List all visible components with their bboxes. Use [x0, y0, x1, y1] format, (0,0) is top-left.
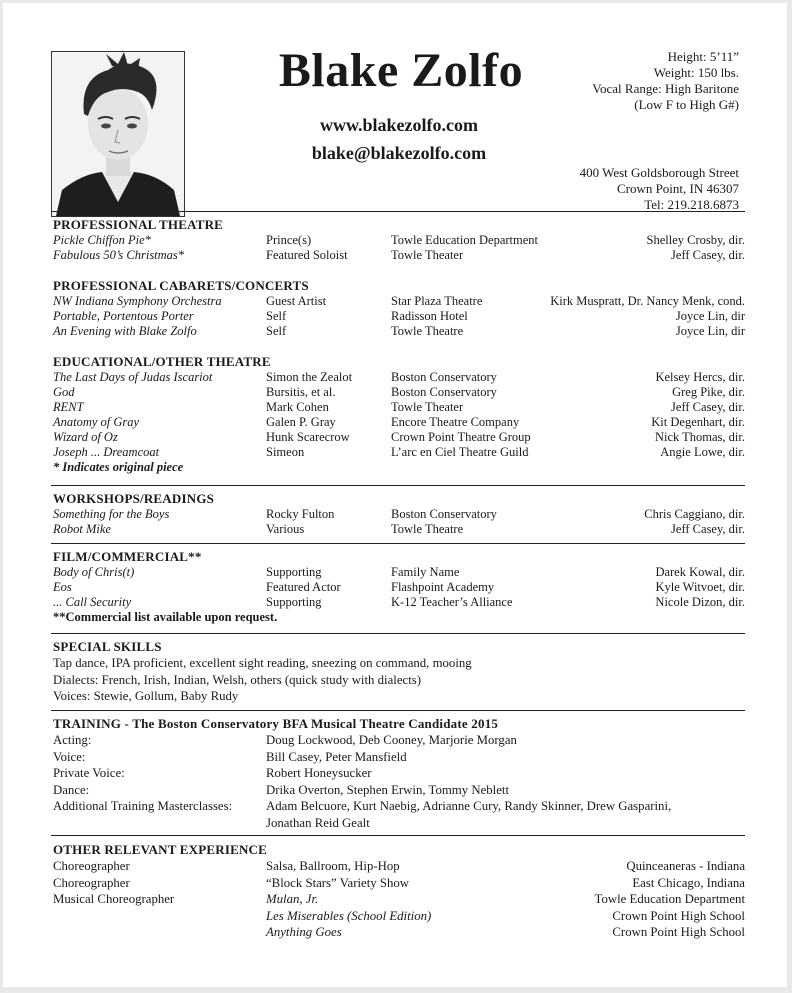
show-title: Fabulous 50’s Christmas* [53, 248, 185, 262]
credit-row [53, 324, 745, 339]
venue: Towle Theatre [391, 324, 464, 338]
physical-stats [592, 49, 739, 113]
role: Self [266, 309, 287, 323]
venue: L’arc en Ciel Theatre Guild [391, 445, 529, 459]
director: Joyce Lin, dir [675, 324, 745, 338]
director: Joyce Lin, dir [675, 309, 745, 323]
training-row [53, 749, 745, 766]
role: Simeon [266, 445, 305, 459]
venue: Towle Theater [391, 248, 464, 262]
director: Jeff Casey, dir. [671, 248, 745, 262]
show-title: Eos [53, 580, 72, 594]
experience-row [53, 908, 745, 925]
experience-location: Crown Point High School [612, 908, 745, 923]
credit-row [53, 580, 745, 595]
vocal-range-stat: Vocal Range: High Baritone [592, 81, 739, 96]
experience-project: Salsa, Ballroom, Hip-Hop [266, 859, 400, 873]
credit-row [53, 565, 745, 580]
email-link[interactable]: blake@blakezolfo.com [311, 143, 487, 163]
director: Nick Thomas, dir. [654, 430, 745, 444]
training-row [53, 798, 745, 815]
section-heading: FILM/COMMERCIAL** [53, 549, 202, 564]
show-title: Pickle Chiffon Pie* [53, 233, 151, 247]
director: Kelsey Hercs, dir. [655, 370, 745, 384]
role: Mark Cohen [266, 400, 329, 414]
role: Bursitis, et al. [266, 385, 336, 399]
role: Featured Actor [266, 580, 341, 594]
weight-stat: Weight: 150 lbs. [653, 65, 739, 80]
director: Greg Pike, dir. [672, 385, 745, 399]
street-address: 400 West Goldsborough Street [579, 165, 739, 180]
training-row [53, 782, 745, 799]
show-title: Body of Chris(t) [53, 565, 135, 579]
credit-row [53, 294, 745, 309]
show-title: The Last Days of Judas Iscariot [53, 370, 213, 384]
divider [51, 835, 745, 836]
show-title: Wizard of Oz [53, 430, 118, 444]
training-row [53, 815, 745, 832]
contact-address [580, 165, 739, 213]
credit-row [53, 309, 745, 324]
director: Shelley Crosby, dir. [646, 233, 745, 247]
experience-location: East Chicago, Indiana [632, 875, 745, 890]
experience-project: “Block Stars” Variety Show [266, 875, 409, 890]
show-title: Portable, Portentous Porter [53, 309, 194, 323]
role: Simon the Zealot [266, 370, 353, 384]
experience-row [53, 875, 745, 892]
venue: Flashpoint Academy [391, 580, 495, 594]
section-cabarets-concerts [53, 278, 745, 339]
website-link[interactable]: www.blakezolfo.com [320, 115, 478, 135]
experience-location: Crown Point High School [612, 925, 745, 939]
section-heading: SPECIAL SKILLS [53, 639, 162, 654]
venue: Star Plaza Theatre [391, 294, 483, 308]
venue: Towle Education Department [391, 233, 538, 247]
section-workshops [53, 491, 745, 537]
credit-row [53, 400, 745, 415]
experience-location: Towle Education Department [594, 892, 745, 906]
role: Various [266, 522, 305, 536]
experience-role: Choreographer [53, 859, 130, 873]
training-row [53, 732, 745, 749]
experience-row [53, 858, 745, 875]
section-special-skills [53, 639, 745, 705]
training-teachers: Adam Belcuore, Kurt Naebig, Adrianne Cury, Randy Skinner, Drew Gasparini, [266, 799, 672, 813]
role: Guest Artist [266, 294, 327, 308]
section-professional-theatre [53, 217, 745, 263]
city-address: Crown Point, IN 46307 [616, 181, 739, 196]
credit-row [53, 522, 745, 537]
original-piece-note: * Indicates original piece [53, 460, 184, 474]
director: Chris Caggiano, dir. [644, 507, 745, 521]
venue: Boston Conservatory [391, 385, 497, 399]
venue: Encore Theatre Company [391, 415, 520, 429]
credit-row [53, 385, 745, 400]
experience-project: Anything Goes [266, 925, 342, 939]
section-heading: WORKSHOPS/READINGS [53, 491, 215, 506]
voices-line: Voices: Stewie, Gollum, Baby Rudy [53, 689, 239, 703]
training-area: Acting: [53, 733, 92, 747]
role: Supporting [266, 565, 322, 579]
training-area: Dance: [53, 782, 90, 797]
show-title: ... Call Security [53, 595, 132, 609]
section-other-experience [53, 842, 745, 941]
training-teachers: Jonathan Reid Gealt [266, 815, 370, 830]
credit-row [53, 445, 745, 460]
show-title: God [53, 385, 75, 399]
credit-row [53, 248, 745, 263]
experience-project: Mulan, Jr. [266, 892, 319, 906]
director: Kyle Witvoet, dir. [655, 580, 745, 594]
divider [51, 211, 745, 212]
experience-row [53, 891, 745, 908]
venue: K-12 Teacher’s Alliance [391, 595, 513, 609]
show-title: Anatomy of Gray [53, 415, 140, 429]
actor-name: Blake Zolfo [278, 44, 524, 97]
director: Kirk Muspratt, Dr. Nancy Menk, cond. [550, 294, 745, 308]
training-area: Voice: [53, 749, 86, 764]
skills-line: Tap dance, IPA proficient, excellent sight reading, sneezing on command, mooing [53, 656, 472, 670]
show-title: Something for the Boys [53, 507, 170, 521]
training-teachers: Bill Casey, Peter Mansfield [266, 749, 407, 764]
role: Prince(s) [266, 233, 312, 247]
credit-row [53, 233, 745, 248]
divider [51, 543, 745, 544]
training-row [53, 765, 745, 782]
show-title: Joseph ... Dreamcoat [53, 445, 160, 459]
divider [51, 485, 745, 486]
role: Hunk Scarecrow [266, 430, 350, 444]
training-teachers: Robert Honeysucker [266, 766, 372, 780]
venue: Boston Conservatory [391, 370, 497, 384]
credit-row [53, 415, 745, 430]
section-heading: TRAINING - The Boston Conservatory BFA Musical Theatre Candidate 2015 [53, 716, 499, 731]
training-area: Private Voice: [53, 766, 125, 780]
show-title: RENT [53, 400, 84, 414]
venue: Towle Theater [391, 400, 464, 414]
role: Featured Soloist [266, 248, 348, 262]
training-teachers: Doug Lockwood, Deb Cooney, Marjorie Morgan [266, 733, 517, 747]
resume-page [3, 3, 787, 987]
venue: Family Name [391, 565, 460, 579]
credit-row [53, 507, 745, 522]
divider [51, 710, 745, 711]
credit-row [53, 370, 745, 385]
role: Galen P. Gray [266, 415, 336, 429]
role: Rocky Fulton [266, 507, 335, 521]
section-educational-theatre [53, 354, 745, 475]
dialects-line: Dialects: French, Irish, Indian, Welsh, others (quick study with dialects) [53, 672, 421, 687]
show-title: NW Indiana Symphony Orchestra [53, 294, 222, 308]
experience-project: Les Miserables (School Edition) [266, 908, 432, 923]
credit-row [53, 430, 745, 445]
experience-role: Musical Choreographer [53, 892, 175, 906]
section-film-commercial [53, 549, 745, 625]
training-teachers: Drika Overton, Stephen Erwin, Tommy Neblett [266, 782, 510, 797]
venue: Towle Theatre [391, 522, 464, 536]
experience-role: Choreographer [53, 875, 130, 890]
vocal-range-detail: (Low F to High G#) [634, 97, 739, 112]
training-area: Additional Training Masterclasses: [53, 799, 233, 813]
venue: Radisson Hotel [391, 309, 468, 323]
director: Jeff Casey, dir. [671, 522, 745, 536]
commercial-list-note: **Commercial list available upon request. [53, 610, 278, 624]
section-heading: OTHER RELEVANT EXPERIENCE [53, 842, 268, 857]
section-heading: PROFESSIONAL CABARETS/CONCERTS [53, 278, 309, 293]
role: Self [266, 324, 287, 338]
director: Kit Degenhart, dir. [651, 415, 745, 429]
divider [51, 633, 745, 634]
venue: Boston Conservatory [391, 507, 497, 521]
section-training [53, 716, 745, 831]
experience-location: Quinceaneras - Indiana [626, 859, 745, 873]
telephone: Tel: 219.218.6873 [644, 197, 739, 212]
section-heading: PROFESSIONAL THEATRE [53, 217, 224, 232]
director: Jeff Casey, dir. [671, 400, 745, 414]
credit-row [53, 595, 745, 610]
height-stat: Height: 5’11” [667, 49, 739, 64]
show-title: Robot Mike [53, 522, 111, 536]
director: Nicole Dizon, dir. [655, 595, 745, 609]
director: Darek Kowal, dir. [655, 565, 745, 579]
show-title: An Evening with Blake Zolfo [53, 324, 197, 338]
director: Angie Lowe, dir. [660, 445, 745, 459]
section-heading: EDUCATIONAL/OTHER THEATRE [53, 354, 271, 369]
experience-row [53, 924, 745, 941]
venue: Crown Point Theatre Group [391, 430, 531, 444]
role: Supporting [266, 595, 322, 609]
